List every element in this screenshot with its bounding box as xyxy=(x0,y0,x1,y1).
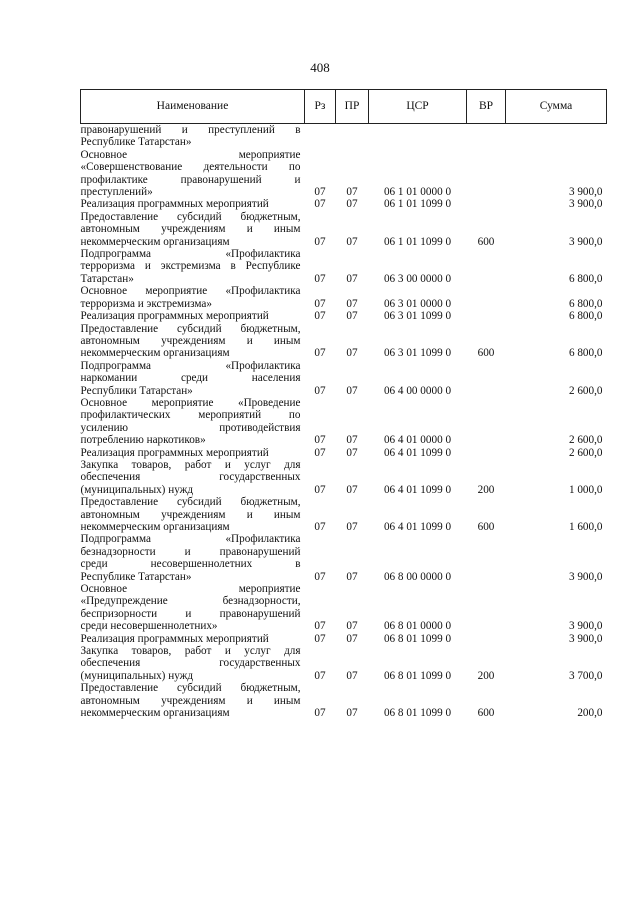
name-line: безнадзорности и правонарушений xyxy=(80,545,301,558)
name-line: Подпрограмма «Профилактика xyxy=(80,359,301,372)
cell-rz: 07 xyxy=(314,632,326,645)
cell-csr: 06 8 00 0000 0 xyxy=(383,570,452,583)
table-row xyxy=(81,583,607,633)
table-row xyxy=(81,285,607,310)
name-line: Реализация программных мероприятий xyxy=(80,446,269,459)
name-line: терроризма и экстремизма» xyxy=(80,297,212,310)
cell-vr xyxy=(467,533,506,583)
cell-pr: 07 xyxy=(346,620,358,633)
name-line: терроризма и экстремизма в Республике xyxy=(80,260,301,273)
name-line: обеспечения государственных xyxy=(80,471,301,484)
cell-rz: 07 xyxy=(314,272,326,285)
name-line: профилактических мероприятий по xyxy=(80,409,301,422)
name-line: Предоставление субсидий бюджетным, xyxy=(80,496,301,509)
cell-sum: 2 600,0 xyxy=(568,434,603,447)
row-name xyxy=(81,149,305,199)
name-line: автономным учреждениям и иным xyxy=(80,694,301,707)
table-row xyxy=(81,633,607,645)
name-line: среди несовершеннолетних в xyxy=(80,558,301,571)
name-line: Закупка товаров, работ и услуг для xyxy=(80,645,301,658)
cell-pr: 07 xyxy=(346,297,358,310)
cell-vr xyxy=(467,248,506,285)
cell-csr: 06 1 01 0000 0 xyxy=(383,186,452,199)
cell-sum: 3 900,0 xyxy=(568,235,603,248)
cell-vr xyxy=(467,198,506,210)
name-line: Татарстан» xyxy=(80,272,134,285)
cell-vr xyxy=(467,633,506,645)
name-line: Предоставление субсидий бюджетным, xyxy=(80,322,301,335)
cell-pr: 07 xyxy=(346,632,358,645)
cell-vr xyxy=(467,149,506,199)
row-name xyxy=(81,360,305,397)
table-header-row xyxy=(81,90,607,124)
cell-rz: 07 xyxy=(314,186,326,199)
header-pr: ПР xyxy=(336,90,369,124)
cell-pr: 07 xyxy=(346,570,358,583)
cell-vr xyxy=(467,583,506,633)
row-name xyxy=(81,447,305,459)
name-line: Подпрограмма «Профилактика xyxy=(80,248,301,261)
cell-pr: 07 xyxy=(346,446,358,459)
cell-sum xyxy=(506,124,607,149)
cell-sum: 2 600,0 xyxy=(568,446,603,459)
row-name xyxy=(81,496,305,533)
name-line: автономным учреждениям и иным xyxy=(80,334,301,347)
table-row xyxy=(81,149,607,199)
table-row xyxy=(81,310,607,322)
header-rz: Рз xyxy=(305,90,336,124)
cell-vr: 600 xyxy=(477,521,495,533)
row-name xyxy=(81,323,305,360)
name-line: «Предупреждение безнадзорности, xyxy=(80,595,301,608)
row-name xyxy=(81,533,305,583)
cell-sum: 200,0 xyxy=(577,707,603,720)
table-row xyxy=(81,248,607,285)
cell-rz: 07 xyxy=(314,483,326,496)
cell-vr xyxy=(467,124,506,149)
name-line: некоммерческим организациям xyxy=(80,521,230,533)
name-line: потреблению наркотиков» xyxy=(80,434,206,447)
cell-sum: 6 800,0 xyxy=(568,310,603,323)
cell-csr: 06 1 01 1099 0 xyxy=(383,235,452,248)
cell-pr: 07 xyxy=(346,707,358,720)
name-line: преступлений» xyxy=(80,186,153,199)
cell-sum: 3 900,0 xyxy=(568,198,603,211)
cell-sum: 3 900,0 xyxy=(568,632,603,645)
name-line: Республике Татарстан» xyxy=(80,136,192,149)
cell-pr: 07 xyxy=(346,483,358,496)
cell-sum: 3 900,0 xyxy=(568,570,603,583)
cell-vr: 600 xyxy=(477,347,495,360)
header-csr: ЦСР xyxy=(369,90,467,124)
row-name xyxy=(81,633,305,645)
row-name xyxy=(81,124,305,149)
table-row xyxy=(81,211,607,248)
cell-rz: 07 xyxy=(314,669,326,682)
table-body xyxy=(81,124,607,720)
cell-rz: 07 xyxy=(314,707,326,720)
name-line: наркомании среди населения xyxy=(80,372,301,385)
cell-pr: 07 xyxy=(346,310,358,323)
cell-vr xyxy=(467,447,506,459)
cell-rz: 07 xyxy=(314,570,326,583)
table-row xyxy=(81,397,607,447)
cell-pr: 07 xyxy=(346,198,358,211)
cell-pr: 07 xyxy=(346,186,358,199)
cell-csr: 06 4 01 1099 0 xyxy=(383,521,452,533)
cell-rz: 07 xyxy=(314,446,326,459)
name-line: усилению противодействия xyxy=(80,421,301,434)
name-line: некоммерческим организациям xyxy=(80,707,230,720)
cell-csr: 06 3 01 0000 0 xyxy=(383,297,452,310)
name-line: автономным учреждениям и иным xyxy=(80,223,301,236)
table-row xyxy=(81,360,607,397)
table-row xyxy=(81,496,607,533)
table-row xyxy=(81,323,607,360)
cell-rz: 07 xyxy=(314,235,326,248)
cell-pr: 07 xyxy=(346,434,358,447)
cell-csr: 06 3 01 1099 0 xyxy=(383,347,452,360)
name-line: Подпрограмма «Профилактика xyxy=(80,533,301,546)
row-name xyxy=(81,310,305,322)
cell-csr: 06 1 01 1099 0 xyxy=(383,198,452,211)
name-line: Реализация программных мероприятий xyxy=(80,198,269,211)
cell-sum: 2 600,0 xyxy=(568,384,603,397)
table-row xyxy=(81,459,607,496)
name-line: автономным учреждениям и иным xyxy=(80,508,301,521)
cell-rz: 07 xyxy=(314,521,326,533)
cell-rz: 07 xyxy=(314,198,326,211)
name-line: Предоставление субсидий бюджетным, xyxy=(80,682,301,695)
cell-pr: 07 xyxy=(346,235,358,248)
name-line: беспризорности и правонарушений xyxy=(80,607,301,620)
page-number: 408 xyxy=(310,60,330,75)
cell-csr: 06 4 01 0000 0 xyxy=(383,434,452,447)
cell-rz: 07 xyxy=(314,347,326,360)
table-row xyxy=(81,198,607,210)
row-name xyxy=(81,285,305,310)
name-line: Основное мероприятие «Проведение xyxy=(80,396,301,409)
name-line: правонарушений и преступлений в xyxy=(80,124,301,136)
row-name xyxy=(81,583,305,633)
cell-csr: 06 4 01 1099 0 xyxy=(383,483,452,496)
name-line: Предоставление субсидий бюджетным, xyxy=(80,210,301,223)
cell-sum: 6 800,0 xyxy=(568,347,603,360)
name-line: (муниципальных) нужд xyxy=(80,669,194,682)
cell-sum: 1 000,0 xyxy=(568,483,603,496)
name-line: обеспечения государственных xyxy=(80,657,301,670)
budget-table xyxy=(80,89,607,720)
cell-pr: 07 xyxy=(346,669,358,682)
name-line: Основное мероприятие «Профилактика xyxy=(80,285,301,298)
name-line: некоммерческим организациям xyxy=(80,347,230,360)
cell-rz: 07 xyxy=(314,384,326,397)
cell-vr xyxy=(467,397,506,447)
table-row xyxy=(81,124,607,149)
cell-pr xyxy=(336,124,369,149)
name-line: «Совершенствование деятельности по xyxy=(80,161,301,174)
cell-vr: 600 xyxy=(477,707,495,720)
name-line: Основное мероприятие xyxy=(80,148,301,161)
cell-vr xyxy=(467,285,506,310)
cell-sum: 3 900,0 xyxy=(568,186,603,199)
cell-csr: 06 8 01 1099 0 xyxy=(383,669,452,682)
table-row xyxy=(81,447,607,459)
header-name: Наименование xyxy=(81,90,305,124)
cell-sum: 3 900,0 xyxy=(568,620,603,633)
cell-rz: 07 xyxy=(314,310,326,323)
table-row xyxy=(81,682,607,719)
cell-pr: 07 xyxy=(346,347,358,360)
name-line: Республики Татарстан» xyxy=(80,384,193,397)
cell-vr: 200 xyxy=(477,669,495,682)
cell-csr xyxy=(369,124,467,149)
cell-csr: 06 8 01 1099 0 xyxy=(383,632,452,645)
cell-pr: 07 xyxy=(346,272,358,285)
row-name xyxy=(81,645,305,682)
cell-vr: 200 xyxy=(477,483,495,496)
cell-pr: 07 xyxy=(346,521,358,533)
name-line: профилактике правонарушений и xyxy=(80,173,301,186)
cell-csr: 06 4 00 0000 0 xyxy=(383,384,452,397)
cell-sum: 3 700,0 xyxy=(568,669,603,682)
row-name xyxy=(81,198,305,210)
cell-rz: 07 xyxy=(314,620,326,633)
row-name xyxy=(81,397,305,447)
name-line: (муниципальных) нужд xyxy=(80,483,194,496)
name-line: Республике Татарстан» xyxy=(80,570,192,583)
cell-pr: 07 xyxy=(346,384,358,397)
cell-vr xyxy=(467,360,506,397)
cell-vr xyxy=(467,310,506,322)
table-row xyxy=(81,533,607,583)
row-name xyxy=(81,248,305,285)
cell-vr: 600 xyxy=(477,235,495,248)
cell-csr: 06 8 01 1099 0 xyxy=(383,707,452,720)
cell-csr: 06 4 01 1099 0 xyxy=(383,446,452,459)
cell-sum: 6 800,0 xyxy=(568,297,603,310)
name-line: некоммерческим организациям xyxy=(80,235,230,248)
row-name xyxy=(81,459,305,496)
cell-rz xyxy=(305,124,336,149)
name-line: среди несовершеннолетних» xyxy=(80,620,218,633)
row-name xyxy=(81,682,305,719)
cell-csr: 06 8 01 0000 0 xyxy=(383,620,452,633)
cell-csr: 06 3 00 0000 0 xyxy=(383,272,452,285)
cell-csr: 06 3 01 1099 0 xyxy=(383,310,452,323)
name-line: Реализация программных мероприятий xyxy=(80,632,269,645)
header-vr: ВР xyxy=(467,90,506,124)
table-row xyxy=(81,645,607,682)
name-line: Основное мероприятие xyxy=(80,583,301,596)
row-name xyxy=(81,211,305,248)
cell-sum: 1 600,0 xyxy=(568,521,603,533)
cell-sum: 6 800,0 xyxy=(568,272,603,285)
header-sum: Сумма xyxy=(506,90,607,124)
name-line: Закупка товаров, работ и услуг для xyxy=(80,458,301,471)
cell-rz: 07 xyxy=(314,434,326,447)
name-line: Реализация программных мероприятий xyxy=(80,310,269,323)
cell-rz: 07 xyxy=(314,297,326,310)
